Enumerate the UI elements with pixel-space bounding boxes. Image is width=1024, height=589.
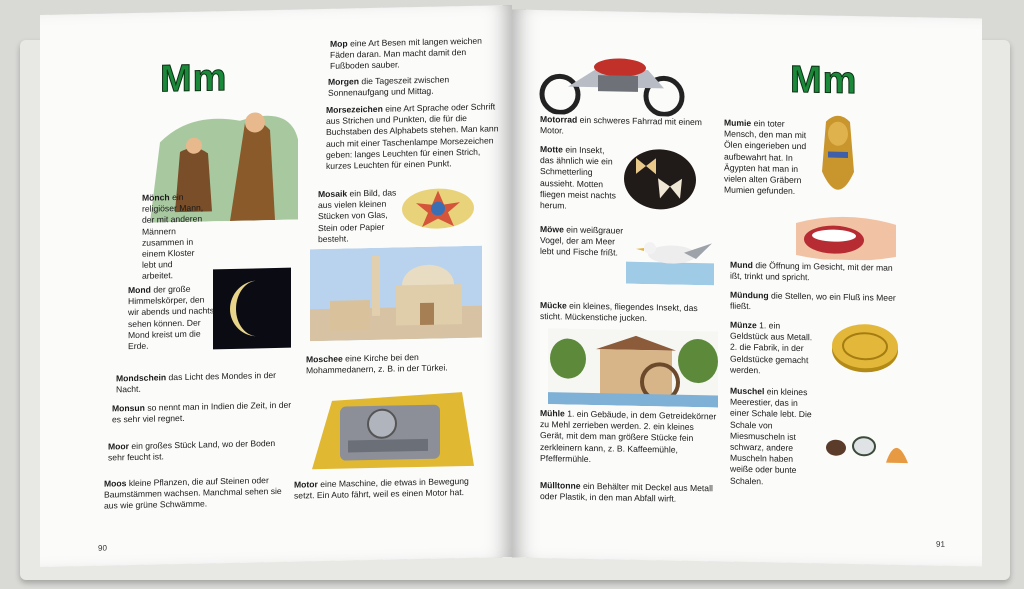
- gull-illustration: [626, 224, 714, 286]
- coin-illustration: [830, 322, 900, 375]
- page-letter-heading: Mm: [790, 58, 858, 103]
- entry-muelltonne: Mülltonne ein Behälter mit Deckel aus Metall oder Plastik, in den man Abfall wirft.: [540, 480, 713, 504]
- page-number: 91: [936, 539, 945, 549]
- entry-morsezeichen: Morsezeichen eine Art Sprache oder Schrift aus Strichen und Punkten, die für die Buchstaben des Alphabets stehen. Man kann auch mit einer Taschenlampe Morsezeichen geben: langes Leuchten für einen Strich, kurzes Leuchten für einen Punkt.: [326, 101, 499, 171]
- entry-motorrad: Motorrad ein schweres Fahrrad mit einem Motor.: [540, 114, 702, 136]
- entry-moewe: Möwe ein weißgrauer Vogel, der am Meer lebt und Fische frißt.: [540, 224, 624, 258]
- entry-morgen: Morgen die Tageszeit zwischen Sonnenaufgang und Mittag.: [328, 74, 450, 99]
- entry-muehle: Mühle 1. ein Gebäude, in dem Getreidekörner zu Mehl zerrieben werden. 2. ein kleines Gerät, mit dem man größere Stücke fein zerkleinern kann, z. B. Kaffeemühle, Pfeffermühle.: [540, 408, 717, 464]
- entry-mosaik: Mosaik ein Bild, das aus vielen kleinen Stücken von Glas, Stein oder Papier besteht.: [318, 187, 397, 244]
- entry-moor: Moor ein großes Stück Land, wo der Boden sehr feucht ist.: [108, 438, 276, 463]
- entry-mondschein: Mondschein das Licht des Mondes in der Nacht.: [116, 369, 277, 395]
- entry-motte: Motte ein Insekt, das ähnlich wie ein Schmetterling aussieht. Motten fliegen meist nachts herum.: [540, 144, 616, 211]
- moon-illustration: [213, 268, 291, 350]
- mosque-illustration: [310, 246, 482, 342]
- entry-mop: Mop eine Art Besen mit langen weichen Fäden daran. Man macht damit den Fußboden sauber.: [330, 35, 482, 72]
- entry-monsun: Monsun so nennt man in Indien die Zeit, in der es sehr viel regnet.: [112, 399, 292, 425]
- mill-illustration: [548, 328, 718, 407]
- entry-mund: Mund die Öffnung im Gesicht, mit der man ißt, trinkt und spricht.: [730, 259, 893, 283]
- entry-mumie: Mumie ein toter Mensch, den man mit Ölen eingerieben und aufbewahrt hat. In Ägypten hat man in vielen alten Gräbern Mumien gefunden.: [724, 117, 807, 197]
- page-letter-heading: Mm: [160, 57, 228, 101]
- mosaic-illustration: [400, 186, 476, 232]
- entry-muenze: Münze 1. ein Geldstück aus Metall. 2. die Fabrik, in der Geldstücke gemacht werden.: [730, 319, 813, 376]
- entry-moos: Moos kleine Pflanzen, die auf Steinen oder Baumstämmen wachsen. Manchmal sehen sie aus wie grüne Schwämme.: [104, 475, 282, 512]
- moth-illustration: [622, 148, 698, 211]
- entry-muendung: Mündung die Stellen, wo ein Fluß ins Meer fließt.: [730, 289, 896, 312]
- entry-muecke: Mücke ein kleines, fliegendes Insekt, das sticht. Mückenstiche jucken.: [540, 300, 698, 324]
- mummy-illustration: [818, 111, 858, 204]
- entry-moschee: Moschee eine Kirche bei den Mohammedanern, z. B. in der Türkei.: [306, 352, 448, 376]
- left-page: [40, 5, 512, 567]
- shells-illustration: [824, 427, 910, 469]
- motorcycle-illustration: [538, 42, 688, 117]
- engine-illustration: [312, 388, 474, 473]
- page-number: 90: [98, 543, 107, 553]
- entry-muschel: Muschel ein kleines Meerestier, das in einer Schale lebt. Die Schale von Miesmuscheln ist schwarz, andere Muscheln haben weiße oder bunte Schalen.: [730, 385, 812, 486]
- right-page: [512, 9, 982, 566]
- mouth-illustration: [796, 215, 896, 261]
- entry-moench: Mönch ein religiöser Mann, der mit anderen Männern zusammen in einem Kloster lebt und arbeitet.: [142, 191, 204, 282]
- entry-mond: Mond der große Himmelskörper, den wir abends und nachts sehen können. Der Mond kreist um die Erde.: [128, 283, 214, 352]
- entry-motor: Motor eine Maschine, die etwas in Bewegung setzt. Ein Auto fährt, weil es einen Motor hat.: [294, 475, 469, 501]
